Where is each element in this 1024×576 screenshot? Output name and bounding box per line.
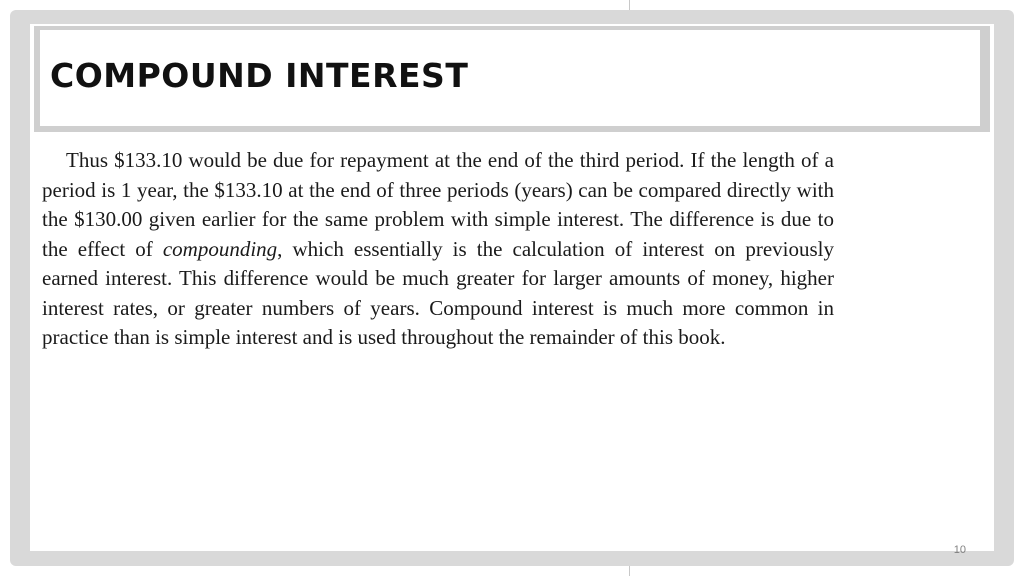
body-paragraph [42, 146, 834, 353]
paragraph-text-start: Thus $133.10 would be due for repayment at the end of the third period. If the length of a period is 1 year, the $133.10 at the end of three periods (years) can be compared directly with the $130.00 given earlier for the same problem with simple interest. The difference is due to the effect of [42, 148, 834, 261]
page-number: 10 [953, 544, 966, 556]
slide-title: COMPOUND INTEREST [50, 56, 469, 95]
paragraph-text-end: , which essentially is the calculation of interest on previously earned interest. This difference would be much greater for larger amounts of money, higher interest rates, or greater numbers of years. Compound interest is much more common in practice than is simple interest and is used throughout the remainder of this book. [42, 236, 834, 349]
title-box [40, 30, 980, 126]
paragraph-emphasis: compounding [162, 236, 278, 261]
